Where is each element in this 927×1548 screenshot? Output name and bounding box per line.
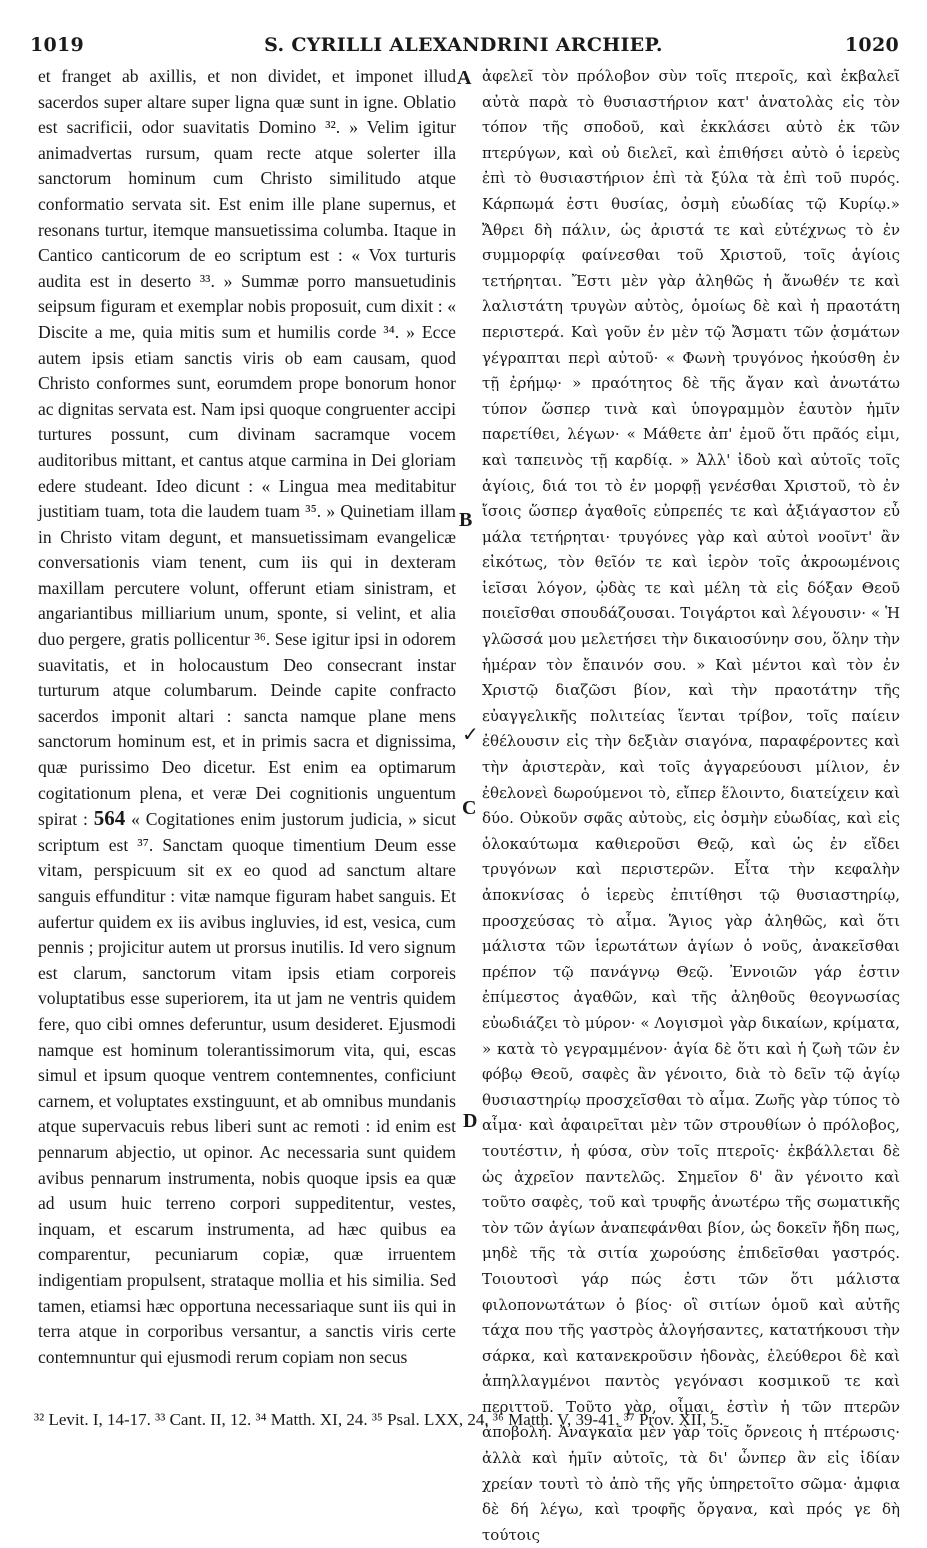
original-page-marker: 564 xyxy=(93,806,126,831)
latin-column xyxy=(38,64,456,1370)
section-marker-b: B xyxy=(459,509,473,531)
section-marker-a: A xyxy=(457,67,472,89)
greek-column xyxy=(482,64,900,1548)
margin-check-mark-icon: ✓ xyxy=(462,722,479,746)
running-title: S. CYRILLI ALEXANDRINI ARCHIEP. xyxy=(264,34,663,56)
left-page-number: 1019 xyxy=(30,34,85,56)
page-header xyxy=(0,34,927,66)
section-marker-d: D xyxy=(463,1110,478,1132)
latin-text xyxy=(38,64,456,1370)
greek-text: ἀφελεῖ τὸν πρόλοβον σὺν τοῖς πτεροῖς, καὶ ἐκβαλεῖ αὐτὰ παρὰ τὸ θυσιαστήριον κατ' ἀνατολὰς εἰς τὸν τόπον τῆς σποδοῦ, καὶ ἐκκλάσει αὐτὸ ἐκ τῶν πτερύγων, καὶ οὐ διελεῖ, καὶ ἐπιθήσει αὐτὸ ὁ ἱερεὺς ἐπὶ τὸ θυσιαστήριον ἐπὶ τὰ ξύλα τὰ ἐπὶ τοῦ πυρός. Κάρπωμά ἐστι θυσίας, ὀσμὴ εὐωδίας τῷ Κυρίῳ.» Ἄθρει δὴ πάλιν, ὡς ἀριστά τε καὶ εὐτέχνως τὸ ἐν συμμορφίᾳ φαίνεσθαι τοῦ Χριστοῦ, τοῖς ἁγίοις τετήρηται. Ἔστι μὲν γὰρ ἀληθῶς ἡ ἄνωθέν τε καὶ λαλιστάτη τρυγὼν αὐτὸς, ὁμοίως δὲ καὶ ἡ πραοτάτη περιστερά. Καὶ γοῦν ἐν μὲν τῷ Ἄσματι τῶν ᾀσμάτων γέγραπται περὶ αὐτοῦ· « Φωνὴ τρυγόνος ἠκούσθη ἐν τῇ ἐρήμῳ· » πραότητος δὲ τῆς ἄγαν καὶ ἀνωτάτω τύπον ὥσπερ τινὰ καὶ ὑπογραμμὸν ἑαυτὸν ἡμῖν παρετίθει, λέγων· « Μάθετε ἀπ' ἐμοῦ ὅτι πρᾶός εἰμι, καὶ ταπεινὸς τῇ καρδίᾳ. » Ἀλλ' ἰδοὺ καὶ αὐτοῖς τοῖς ἁγίοις, διά τοι τὸ ἐν μορφῇ γενέσθαι Χριστοῦ, τὸ ἐν ἴσοις ὥσπερ ἀγαθοῖς εὐπρεπές τε καὶ ἀξιάγαστον εὖ μάλα τετήρηται· τρυγόνες γὰρ καὶ αὐτοὶ νοοῖντ' ἂν εἰκότως, τὸν θεῖόν τε καὶ ἱερὸν τοῖς ἀκροωμένοις ἱεῖσαι λόγον, ᾠδὰς τε καὶ μέλη τὰ εἰς δόξαν Θεοῦ ποιεῖσθαι σπουδάζουσαι. Τοιγάρτοι καὶ λέγουσιν· « Ἡ γλῶσσά μου μελετήσει τὴν δικαιοσύνην σου, ὅλην τὴν ἡμέραν τὸν ἔπαινόν σου. » Καὶ μέντοι καὶ τὸν ἐν Χριστῷ διαζῶσι βίον, καὶ τὴν πραοτάτην τῆς εὐαγγελικῆς πολιτείας ἵενται τρίβον, τοῖς παίειν ἐθέλουσιν εἰς τὴν δεξιὰν σιαγόνα, παραφέροντες καὶ τὴν ἀριστερὰν, καὶ τοῖς ἀγγαρεύουσι μίλιον, ἐν ἐθελονεὶ δωρούμενοι τὸ, εἴπερ ἕλοιντο, διατείχειν καὶ δύο. Οὐκοῦν σφᾶς αὐτοὺς, εἰς ὀσμὴν εὐωδίας, καὶ εἰς ὁλοκαύτωμα καθιεροῦσι Θεῷ, καὶ ὡς ἐν εἴδει τρυγόνων καὶ περιστερῶν. Εἶτα τὴν κεφαλὴν ἀποκνίσας ὁ ἱερεὺς ἐπιτίθησι τῷ θυσιαστηρίῳ, προσχεύσας τὸ αἷμα. Ἅγιος γὰρ ἀληθῶς, καὶ ὅτι μάλιστα τῶν ἱερωτάτων ἁγίων ὁ νοῦς, ἀνακεῖσθαι πρέπον τῷ πανάγνῳ Θεῷ. Ἐννοιῶν γάρ ἐστιν ἐπίμεστος ἀγαθῶν, καὶ τῆς ἀληθοῦς θεογνωσίας εὐωδιάζει τὸ μύρον· « Λογισμοὶ γὰρ δικαίων, κρίματα, » κατὰ τὸ γεγραμμένον· ἁγία δὲ ὅτι καὶ ἡ ζωὴ τῶν ἐν φόβῳ Θεοῦ, σαφὲς ἂν γένοιτο, διὰ τὸ δεῖν τῷ ἁγίῳ θυσιαστηρίῳ προσχεῖσθαι τὸ αἷμα. Ζωῆς γὰρ τύπος τὸ αἷμα· καὶ ἀφαιρεῖται μὲν τῶν στρουθίων ὁ πρόλοβος, τουτέστιν, ἡ φύσα, σὺν τοῖς πτεροῖς· ἐκβάλλεται δὲ ὡς ἀχρεῖον παντελῶς. Σημεῖον δ' ἂν γένοιτο καὶ τοῦτο σαφὲς, τοῦ καὶ τρυφῆς ἀνωτέρω τῆς σωματικῆς τὸν τῶν ἁγίων ἀναπεφάνθαι βίον, ὡς δοκεῖν ἤδη πως, μηδὲ τῆς τὰ σιτία χωρούσης ἐπιδεῖσθαι γαστρός. Τοιουτοσὶ γάρ πώς ἐστι τῶν ὅτι μάλιστα φιλοπονωτάτων ὁ βίος· οἳ σιτίων ὁμοῦ καὶ αὐτῆς τάχα που τῆς γαστρὸς ἀλογήσαντες, κατατήκουσι τὴν σάρκα, καὶ κατανεκροῦσιν ἡδονὰς, ἐλεύθεροι δὲ καὶ ἀπηλλαγμένοι παντὸς γεγόνασι κοσμικοῦ τε καὶ περιττοῦ. Τοῦτο γὰρ, οἶμαι, ἐστὶν ἡ τῶν πτερῶν ἀποβολή. Ἀναγκαῖα μὲν γὰρ τοῖς ὄρνεοις ἡ πτέρωσις· ἀλλὰ καὶ ἡμῖν αὐτοῖς, τὰ δι' ὧνπερ ἂν εἰς ἰδίαν χρείαν τουτὶ τὸ ἀπὸ τῆς γῆς ὑπηρετοῖτο σῶμα· ἀμφια δὲ δή λέγω, καὶ τροφῆς ὄργανα, καὶ πρός γε δὴ τούτοις xyxy=(482,67,900,1544)
footnotes: ³² Levit. I, 14-17. ³³ Cant. II, 12. ³⁴ Matth. XI, 24. ³⁵ Psal. LXX, 24. ³⁶ Matth. V, 39-41. ³⁷ Prov. XII, 5. xyxy=(34,1410,724,1429)
latin-text-part-2: « Cogitationes enim justorum judicia, » sicut scriptum est ³⁷. Sanctam quoque timentium Deum esse vitam, perspicuum sit ex eo quod ad sanctum altare sanguis effunditur : vitæ namque figuram habet sanguis. Et aufertur quidem ex iis avibus ingluvies, id est, vesica, cum pennis ; projicitur autem ut prorsus inutilis. Id vero signum est clarum, sanctorum vitam ipsis etiam corporeis voluptatibus esse superiorem, ita ut jam ne ventris quidem fere, quo cibi omnes deferuntur, usum desideret. Ejusmodi namque est hominum tolerantissimorum vita, qui, escas simul et ipsum quoque ventrem contemnentes, conficiunt carnem, et voluptates exstinguunt, et ab omnibus mundanis atque supervacuis rebus liberi sunt ac remoti : id enim est pennarum abjectio, ut opinor. Ac necessaria sunt quidem avibus pennarum instrumenta, nobis quoque ipsis ea quæ ad usum huic terreno corpori suppeditentur, vestes, inquam, et escarum instrumenta, ad hæc quibus ea comparentur, pecuniarum copiæ, quæ irruentem indigentiam propulsent, strataque mollia et his similia. Sed tamen, etiamsi hæc opportuna necessariaque sunt iis qui in terra atque in corporibus versantur, a sanctis viris certe contemnuntur qui ejusmodi rerum copiam non secus xyxy=(38,809,456,1367)
right-page-number: 1020 xyxy=(844,34,899,56)
latin-text-part-1: et franget ab axillis, et non dividet, et imponet illud sacerdos super altare super ligna quæ sunt in igne. Oblatio est sacrificii, odor suavitatis Domino ³². » Velim igitur animadvertas rursum, quam recte atque solerter illa sanctorum hominum cum Christo similitudo atque conformatio servata sit. Est enim ille plane supernus, et resonans turtur, itemque mansuetissima columba. Itaque in Cantico canticorum de eo scriptum est : « Vox turturis audita est in deserto ³³. » Summæ porro mansuetudinis seipsum figuram et exemplar nobis proposuit, cum dixit : « Discite a me, quia mitis sum et humilis corde ³⁴. » Ecce autem ipsis etiam sanctis viris ob eam causam, quod Christo conformes sunt, eorumdem prope bonorum honor ac dignitas servata est. Nam ipsi quoque congruenter accipi turtures possunt, cum divinam sacramque vocem auditoribus mittant, et cantus atque carmina in Dei gloriam edere studeant. Ideo dicunt : « Lingua mea meditabitur justitiam tuam, tota die laudem tuam ³⁵. » Quinetiam illam in Christo vitam degunt, et mansuetissimam evangelicæ conversationis viam tenent, cum iis qui in dexteram maxillam percutere volunt, offerunt etiam sinistram, et angariantibus milliarium unum, sponte, si velint, et alia duo pergere, gratis pollicentur ³⁶. Sese igitur ipsi in odorem suavitatis, et in holocaustum Deo consecrant instar turturum atque columbarum. Deinde capite confracto sacerdos imponit altari : sancta namque plane mens sanctorum hominum est, et in primis sacra et dignissima, quæ purissimo Deo dicetur. Est enim ea optimarum cogitationum plena, et veræ Dei cognitionis unguentum spirat : xyxy=(38,66,456,830)
section-marker-c: C xyxy=(462,797,477,819)
